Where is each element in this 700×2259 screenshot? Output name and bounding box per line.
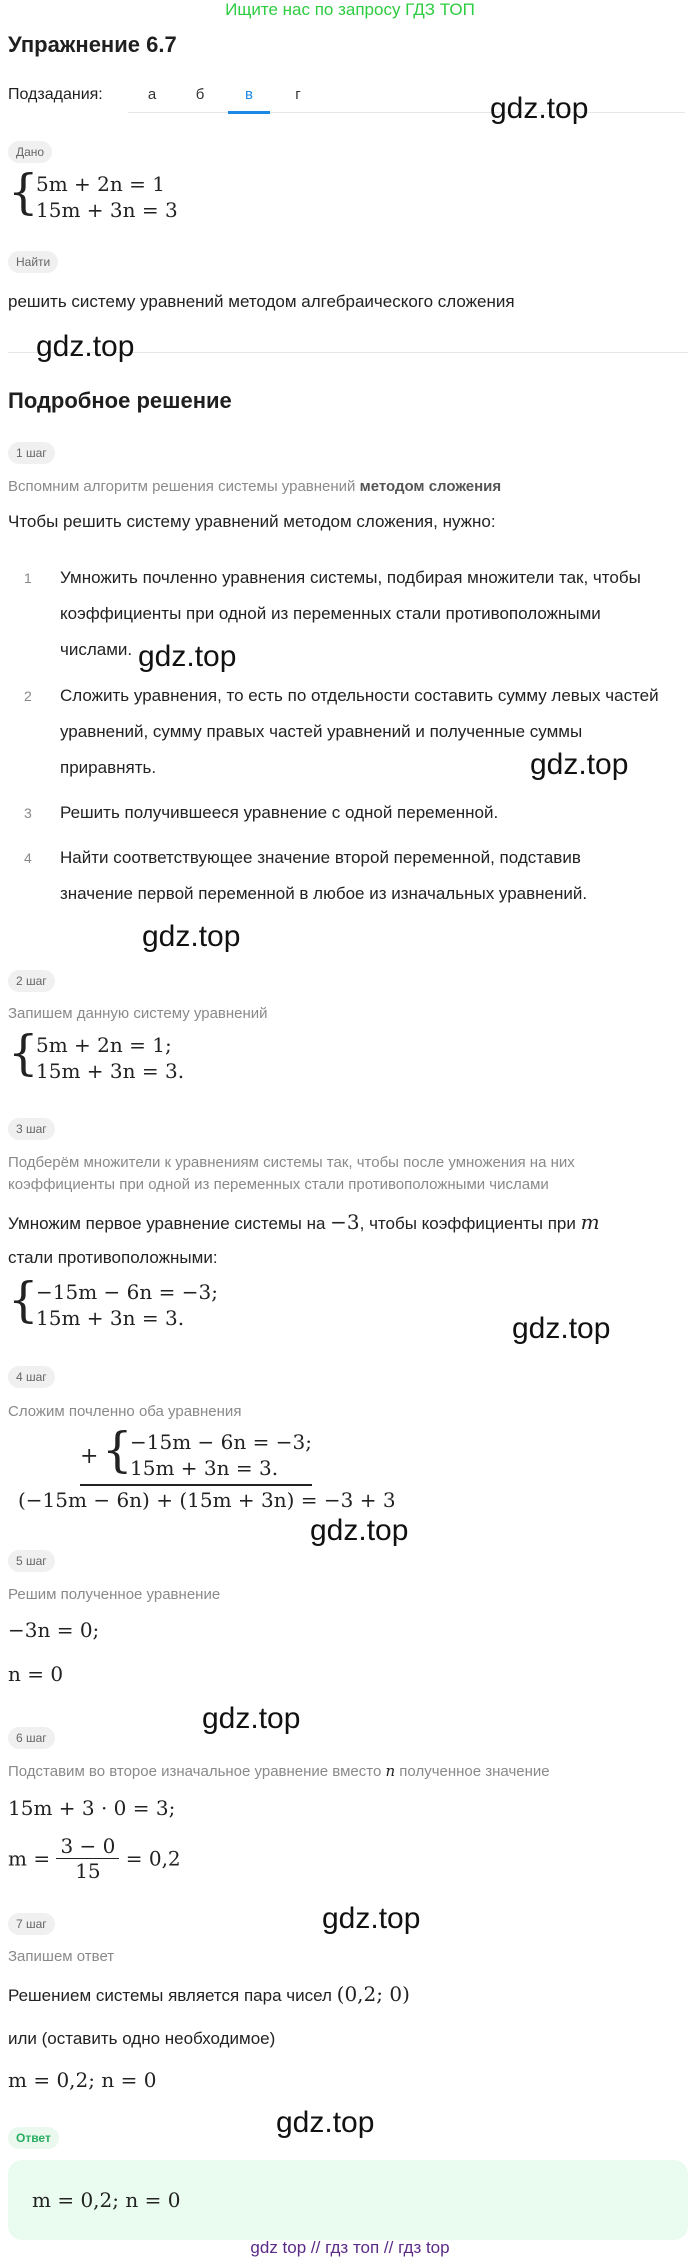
step-7-text-2: или (оставить одно необходимое) xyxy=(8,2029,276,2048)
tabs-divider xyxy=(128,112,685,113)
given-eq-1: 5m + 2n = 1 xyxy=(36,172,165,196)
step-4-system xyxy=(102,1422,362,1486)
step-2-eq-1: 5m + 2n = 1; xyxy=(36,1033,172,1057)
step-5-eq-2: n = 0 xyxy=(8,1662,64,1686)
top-banner: Ищите нас по запросу ГДЗ ТОП xyxy=(225,0,475,19)
watermark: gdz.top xyxy=(138,640,237,673)
step-4-eq-2: 15m + 3n = 3. xyxy=(130,1456,279,1480)
watermark: gdz.top xyxy=(202,1702,301,1735)
subtasks-label: Подзадания: xyxy=(8,86,103,103)
solution-title: Подробное решение xyxy=(8,388,232,413)
step-4-pill: 4 шаг xyxy=(8,1366,55,1388)
step-3-system xyxy=(8,1272,308,1336)
watermark: gdz.top xyxy=(310,1514,409,1547)
given-eq-2: 15m + 3n = 3 xyxy=(36,198,178,222)
step-2-system xyxy=(8,1025,308,1089)
step-7-text-1: Решением системы является пара чисел (0,2; 0) xyxy=(8,1982,410,2006)
step-3-pill: 3 шаг xyxy=(8,1118,55,1140)
step-3-text-1: Умножим первое уравнение системы на −3, чтобы коэффициенты при m xyxy=(8,1210,600,1234)
step-7-hint: Запишем ответ xyxy=(8,1948,115,1965)
watermark: gdz.top xyxy=(490,92,589,125)
brace-icon: { xyxy=(8,164,39,220)
step-3-hint-1: Подберём множители к уравнениям системы так, чтобы после умножения на них xyxy=(8,1154,575,1171)
step-4-hint: Сложим почленно оба уравнения xyxy=(8,1403,242,1420)
answer-eq: m = 0,2; n = 0 xyxy=(32,2188,181,2212)
sum-line xyxy=(80,1484,312,1486)
step-4-eq-1: −15m − 6n = −3; xyxy=(130,1430,312,1454)
brace-icon: { xyxy=(8,1025,39,1081)
tab-b[interactable]: б xyxy=(195,86,205,103)
watermark: gdz.top xyxy=(36,330,135,363)
tab-v[interactable]: в xyxy=(245,86,253,103)
find-text: решить систему уравнений методом алгебраического сложения xyxy=(8,292,515,311)
watermark: gdz.top xyxy=(276,2106,375,2139)
step-4-sum: (−15m − 6n) + (15m + 3n) = −3 + 3 xyxy=(18,1488,396,1512)
step-6-eq-1: 15m + 3 · 0 = 3; xyxy=(8,1796,176,1820)
find-pill: Найти xyxy=(8,251,58,273)
brace-icon: { xyxy=(102,1422,133,1478)
watermark: gdz.top xyxy=(322,1902,421,1935)
given-pill: Дано xyxy=(8,141,52,163)
step-2-pill: 2 шаг xyxy=(8,970,55,992)
step-6-hint: Подставим во второе изначальное уравнение вместо n полученное значение xyxy=(8,1762,550,1780)
plus-sign: + xyxy=(80,1444,99,1469)
step-5-hint: Решим полученное уравнение xyxy=(8,1586,221,1603)
step-3-text-2: стали противоположными: xyxy=(8,1248,218,1267)
step-7-pill: 7 шаг xyxy=(8,1913,55,1935)
step-2-hint: Запишем данную систему уравнений xyxy=(8,1005,268,1022)
step-7-eq: m = 0,2; n = 0 xyxy=(8,2068,157,2092)
watermark: gdz.top xyxy=(512,1312,611,1345)
step-3-hint-2: коэффициенты при одной из переменных стали противоположными числами xyxy=(8,1176,549,1193)
step-5-eq-1: −3n = 0; xyxy=(8,1618,100,1642)
exercise-title: Упражнение 6.7 xyxy=(8,32,177,57)
brace-icon: { xyxy=(8,1272,39,1328)
step-3-eq-1: −15m − 6n = −3; xyxy=(36,1280,218,1304)
step-5-pill: 5 шаг xyxy=(8,1550,55,1572)
watermark: gdz.top xyxy=(142,920,241,953)
tab-g[interactable]: г xyxy=(295,86,301,103)
step-6-pill: 6 шаг xyxy=(8,1727,55,1749)
answer-pill: Ответ xyxy=(8,2127,59,2149)
given-system xyxy=(8,164,308,228)
step-3-eq-2: 15m + 3n = 3. xyxy=(36,1306,185,1330)
tab-a[interactable]: а xyxy=(147,86,157,103)
footer-links[interactable]: gdz top // гдз топ // гдз top xyxy=(250,2238,450,2257)
step-2-eq-2: 15m + 3n = 3. xyxy=(36,1059,185,1083)
active-tab-indicator xyxy=(228,111,270,114)
step-1-pill: 1 шаг xyxy=(8,442,55,464)
step-6-eq-2: m = $\frac{3 - 0}{15}$ = 0,2 xyxy=(8,1834,181,1883)
step-1-intro: Чтобы решить систему уравнений методом сложения, нужно: xyxy=(8,512,496,531)
watermark: gdz.top xyxy=(530,748,629,781)
step-1-hint: Вспомним алгоритм решения системы уравнений методом сложения xyxy=(8,478,502,495)
